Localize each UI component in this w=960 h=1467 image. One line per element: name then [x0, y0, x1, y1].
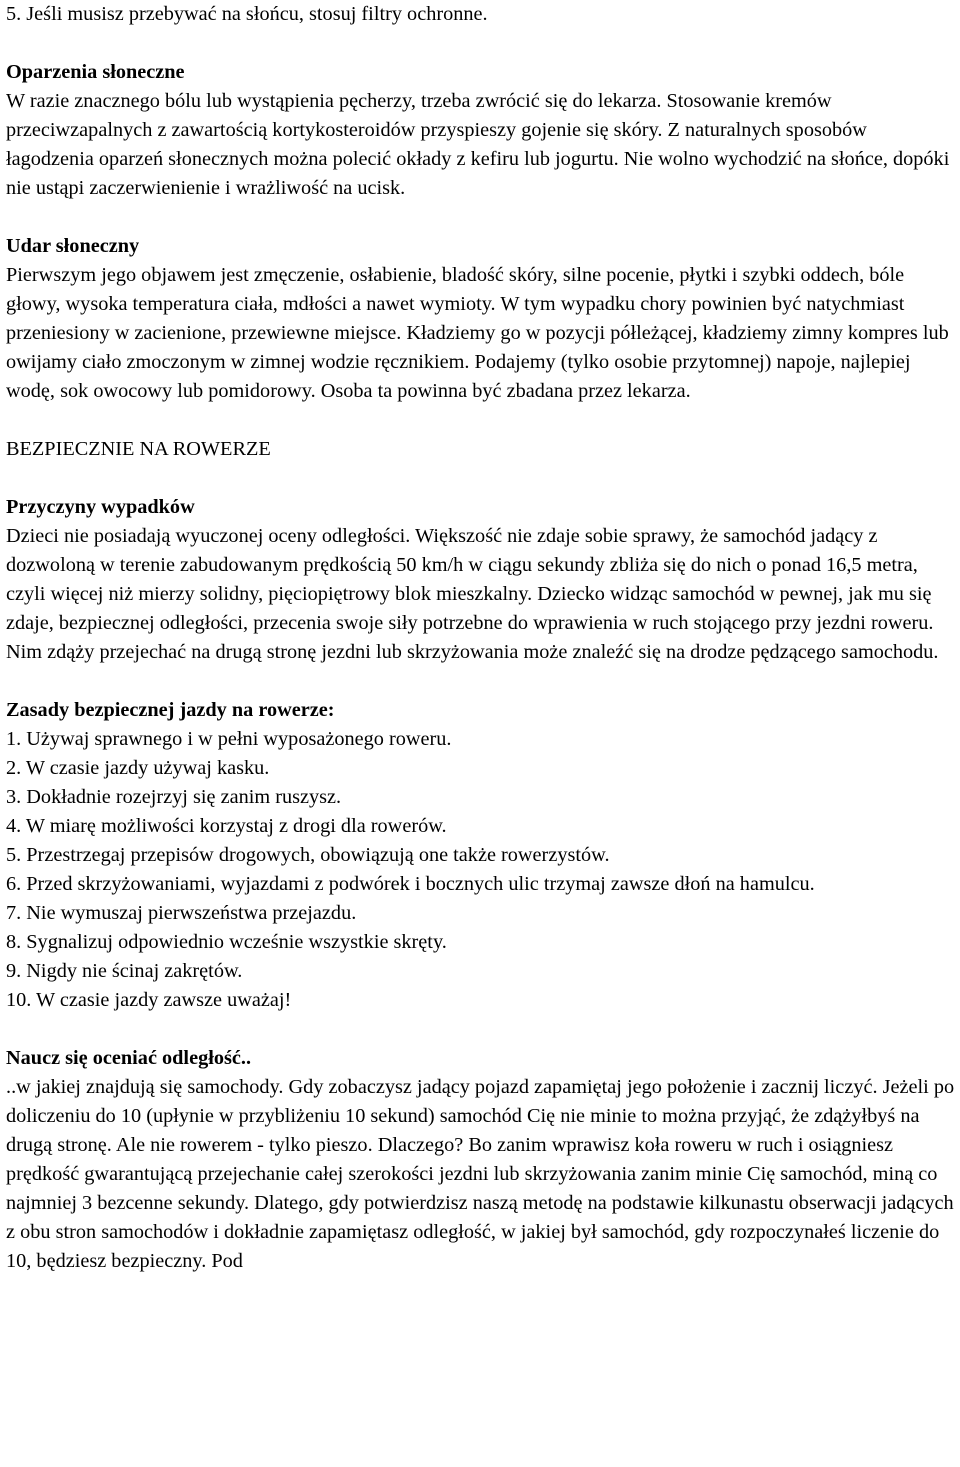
- rules-list: [6, 725, 956, 1015]
- rules-list-item: 10. W czasie jazdy zawsze uważaj!: [6, 989, 292, 1011]
- rules-list-item: 4. W miarę możliwości korzystaj z drogi dla rowerów.: [6, 815, 447, 837]
- causes-paragraph: Dzieci nie posiadają wyuczonej oceny odległości. Większość nie zdaje sobie sprawy, że samochód jadący z dozwoloną w terenie zabudowanym prędkością 50 km/h w ciągu sekundy zbliża się do nich o ponad 16,5 metra, czyli więcej niż mierzy solidny, pięciopiętrowy blok mieszkalny. Dziecko widząc samochód w pewnej, jak mu się zdaje, bezpiecznej odległości, przecenia swoje siły potrzebne do wprawienia w ruch stojącego przy jezdni roweru. Nim zdąży przejechać na drugą stronę jezdni lub skrzyżowania może znaleźć się na drodze pędzącego samochodu.: [6, 525, 939, 663]
- spacer: [6, 203, 956, 232]
- spacer: [6, 1015, 956, 1044]
- heatstroke-paragraph: Pierwszym jego objawem jest zmęczenie, osłabienie, bladość skóry, silne pocenie, płytki i szybki oddech, bóle głowy, wysoka temperatura ciała, mdłości a nawet wymioty. W tym wypadku chory powinien być natychmiast przeniesiony w zacienione, przewiewne miejsce. Kładziemy go w pozycji półleżącej, kładziemy zimny kompres lub owijamy ciało zmoczonym w zimnej wodzie ręcznikiem. Podajemy (tylko osobie przytomnej) napoje, najlepiej wodę, sok owocowy lub pomidorowy. Osoba ta powinna być zbadana przez lekarza.: [6, 264, 949, 402]
- distance-heading: Naucz się oceniać odległość..: [6, 1047, 252, 1069]
- spacer: [6, 464, 956, 493]
- distance-paragraph: ..w jakiej znajdują się samochody. Gdy zobaczysz jadący pojazd zapamiętaj jego położenie i zacznij liczyć. Jeżeli po doliczeniu do 10 (upłynie w przybliżeniu 10 sekund) samochód Cię nie minie to można przyjąć, że zdążyłbyś na drugą stronę. Ale nie rowerem - tylko pieszo. Dlaczego? Bo zanim wprawisz koła roweru w ruch i osiągniesz prędkość gwarantującą przejechanie całej szerokości jezdni lub skrzyżowania zanim minie Cię samochód, miną co najmniej 3 bezcenne sekundy. Dlatego, gdy potwierdzisz naszą metodę na podstawie kilkunastu obserwacji jadących z obu stron samochodów i dokładnie zapamiętasz odległość, w jakiej był samochód, gdy rozpoczynałeś liczenie do 10, będziesz bezpieczny. Pod: [6, 1076, 955, 1272]
- rules-list-item: 9. Nigdy nie ścinaj zakrętów.: [6, 960, 243, 982]
- rules-list-item: 7. Nie wymuszaj pierwszeństwa przejazdu.: [6, 902, 357, 924]
- rules-list-item: 5. Przestrzegaj przepisów drogowych, obowiązują one także rowerzystów.: [6, 844, 610, 866]
- rules-list-item: 6. Przed skrzyżowaniami, wyjazdami z podwórek i bocznych ulic trzymaj zawsze dłoń na hamulcu.: [6, 873, 815, 895]
- intro-list-item: 5. Jeśli musisz przebywać na słońcu, stosuj filtry ochronne.: [6, 3, 488, 25]
- causes-heading: Przyczyny wypadków: [6, 496, 195, 518]
- rules-heading: Zasady bezpiecznej jazdy na rowerze:: [6, 699, 335, 721]
- rules-list-item: 3. Dokładnie rozejrzyj się zanim ruszysz.: [6, 786, 342, 808]
- spacer: [6, 406, 956, 435]
- sunburn-heading: Oparzenia słoneczne: [6, 61, 185, 83]
- section-title: BEZPIECZNIE NA ROWERZE: [6, 438, 271, 460]
- rules-list-item: 8. Sygnalizuj odpowiednio wcześnie wszystkie skręty.: [6, 931, 447, 953]
- spacer: [6, 667, 956, 696]
- heatstroke-heading: Udar słoneczny: [6, 235, 140, 257]
- spacer: [6, 29, 956, 58]
- rules-list-item: 2. W czasie jazdy używaj kasku.: [6, 757, 270, 779]
- rules-list-item: 1. Używaj sprawnego i w pełni wyposażonego roweru.: [6, 728, 452, 750]
- sunburn-paragraph: W razie znacznego bólu lub wystąpienia pęcherzy, trzeba zwrócić się do lekarza. Stosowanie kremów przeciwzapalnych z zawartością kortykosteroidów przyspieszy gojenie się skóry. Z naturalnych sposobów łagodzenia oparzeń słonecznych można polecić okłady z kefiru lub jogurtu. Nie wolno wychodzić na słońce, dopóki nie ustąpi zaczerwienienie i wrażliwość na ucisk.: [6, 90, 950, 199]
